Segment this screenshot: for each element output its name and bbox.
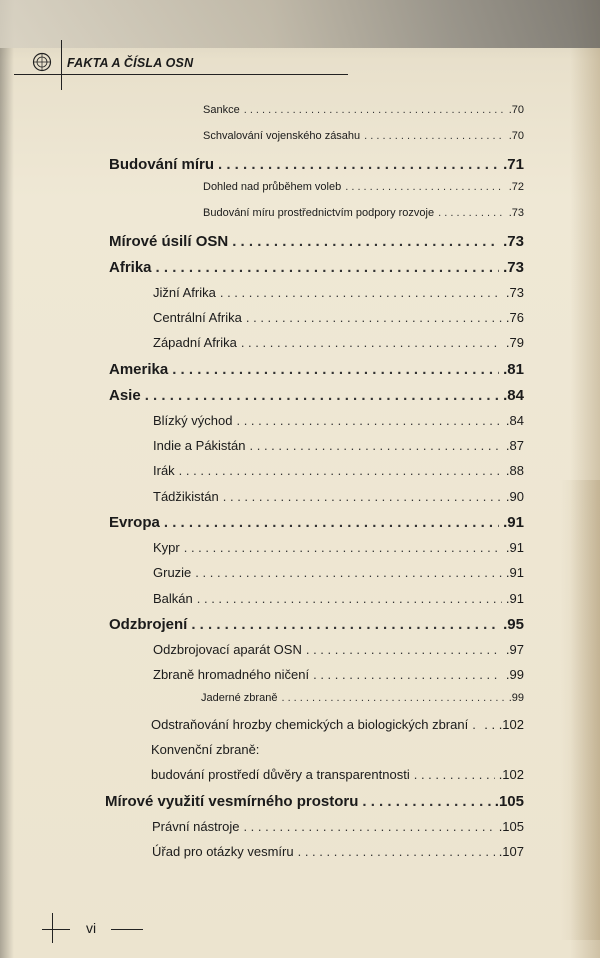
toc-entry-page: .102 — [498, 767, 524, 782]
toc-entry-page: .95 — [503, 616, 524, 633]
toc-entry — [151, 767, 524, 782]
toc-leader-dots — [156, 259, 500, 276]
toc-leader-dots — [197, 591, 502, 606]
toc-entry — [152, 819, 524, 834]
toc-leader-dots — [244, 104, 505, 116]
toc-leader-dots — [345, 181, 504, 193]
footer-crop-mark-horizontal — [42, 929, 70, 930]
toc-entry — [203, 207, 524, 219]
toc-leader-dots — [191, 616, 499, 633]
toc-entry — [109, 514, 524, 531]
toc-entry-label: Tádžikistán — [153, 489, 219, 504]
toc-leader-dots — [243, 819, 494, 834]
toc-entry — [153, 489, 524, 504]
toc-entry-page: .107 — [498, 844, 524, 859]
toc-leader-dots — [164, 514, 499, 531]
toc-entry-page: .84 — [505, 413, 524, 428]
toc-entry-page: .71 — [503, 156, 524, 173]
toc-entry-page: .73 — [505, 285, 524, 300]
toc-entry-page: .91 — [505, 565, 524, 580]
toc-entry-page: .99 — [508, 692, 524, 704]
toc-entry — [203, 104, 524, 116]
toc-entry — [105, 793, 524, 810]
toc-entry-label: Irák — [153, 463, 175, 478]
toc-entry-page: .105 — [494, 793, 524, 810]
toc-entry-label: Budování míru — [109, 156, 215, 173]
toc-entry — [151, 717, 524, 732]
toc-leader-dots — [145, 387, 499, 404]
toc-entry-label: Konvenční zbraně: — [151, 742, 260, 757]
toc-leader-dots — [414, 767, 495, 782]
toc-entry-label: Budování míru prostřednictvím podpory rozvoje — [203, 207, 435, 219]
toc-leader-dots — [184, 540, 502, 555]
toc-entry — [153, 540, 524, 555]
toc-leader-dots — [313, 667, 502, 682]
toc-leader-dots — [232, 233, 499, 250]
toc-entry-label: Asie — [109, 387, 141, 404]
scan-shadow-band — [0, 0, 600, 48]
toc-entry — [153, 565, 524, 580]
toc-entry — [201, 692, 524, 704]
toc-leader-dots — [236, 413, 501, 428]
toc-entry-page: .88 — [505, 463, 524, 478]
toc-entry-label: Indie a Pákistán — [153, 438, 246, 453]
toc-entry-label: Jižní Afrika — [153, 285, 216, 300]
toc-entry-page: .70 — [508, 130, 524, 142]
toc-entry — [203, 181, 524, 193]
toc-entry-page: .73 — [503, 233, 524, 250]
toc-entry-label: Odzbrojovací aparát OSN — [153, 642, 302, 657]
toc-entry — [153, 591, 524, 606]
header-rule — [14, 74, 348, 75]
toc-leader-dots — [250, 438, 502, 453]
toc-entry-label: Mírové využití vesmírného prostoru — [105, 793, 359, 810]
toc-leader-dots — [472, 717, 480, 732]
toc-entry — [152, 844, 524, 859]
toc-leader-dots — [218, 156, 499, 173]
toc-entry-label: Blízký východ — [153, 413, 233, 428]
toc-entry — [203, 130, 524, 142]
toc-entry-page: .76 — [505, 310, 524, 325]
toc-leader-dots — [306, 642, 502, 657]
toc-entry — [109, 616, 524, 633]
toc-entry — [153, 667, 524, 682]
toc-entry-label: Amerika — [109, 361, 169, 378]
toc-leader-dots — [362, 793, 490, 810]
toc-entry — [109, 156, 524, 173]
toc-leader-dots — [438, 207, 505, 219]
toc-entry-label: Jaderné zbraně — [201, 692, 278, 704]
toc-entry-label: Balkán — [153, 591, 193, 606]
toc-entry-page: .73 — [508, 207, 524, 219]
toc-entry — [153, 285, 524, 300]
toc-entry — [153, 413, 524, 428]
toc-entry-label: Kypr — [153, 540, 180, 555]
toc-entry-page: .70 — [508, 104, 524, 116]
toc-entry — [109, 233, 524, 250]
toc-leader-dots — [364, 130, 505, 142]
toc-leader-dots — [241, 335, 502, 350]
toc-entry-page: .87 — [505, 438, 524, 453]
toc-entry-page: .79 — [505, 335, 524, 350]
toc-entry-label: Sankce — [203, 104, 240, 116]
footer-rule — [111, 929, 143, 930]
toc-leader-dots — [195, 565, 502, 580]
toc-entry — [109, 259, 524, 276]
toc-leader-dots — [298, 844, 495, 859]
toc-entry-label: Dohled nad průběhem voleb — [203, 181, 342, 193]
toc-entry-label: Gruzie — [153, 565, 192, 580]
toc-entry — [109, 361, 524, 378]
toc-leader-dots — [223, 489, 502, 504]
toc-entry-page: .91 — [505, 591, 524, 606]
toc-leader-dots — [246, 310, 502, 325]
toc-entry-page: .84 — [503, 387, 524, 404]
toc-entry-label: Úřad pro otázky vesmíru — [152, 844, 294, 859]
toc-entry-label: Právní nástroje — [152, 819, 240, 834]
toc-entry-page: .91 — [503, 514, 524, 531]
toc-entry-label: budování prostředí důvěry a transparentnosti — [151, 767, 410, 782]
toc-entry — [153, 335, 524, 350]
page-number: vi — [86, 920, 97, 936]
toc-entry-label: Odzbrojení — [109, 616, 188, 633]
toc-entry-page: .73 — [503, 259, 524, 276]
un-emblem-icon — [32, 52, 52, 72]
toc-entry — [109, 387, 524, 404]
toc-entry — [153, 310, 524, 325]
header-vertical-rule — [61, 40, 62, 90]
toc-leader-dots — [172, 361, 499, 378]
toc-entry-label: Afrika — [109, 259, 152, 276]
toc-entry-label: Odstraňování hrozby chemických a biologických zbraní — [151, 717, 469, 732]
toc-entry-page: .91 — [505, 540, 524, 555]
toc-entry-label: Evropa — [109, 514, 160, 531]
toc-leader-dots — [281, 692, 504, 704]
toc-leader-dots — [179, 463, 502, 478]
toc-entry-page: .99 — [505, 667, 524, 682]
toc-entry-label: Zbraně hromadného ničení — [153, 667, 310, 682]
toc-entry — [153, 463, 524, 478]
toc-entry-page: . . .102 — [484, 717, 524, 732]
toc-entry-page: .105 — [498, 819, 524, 834]
toc-entry-label: Schvalování vojenského zásahu — [203, 130, 361, 142]
toc-entry-label: Mírové úsilí OSN — [109, 233, 229, 250]
header-title: FAKTA A ČÍSLA OSN — [67, 56, 194, 70]
toc-entry — [153, 642, 524, 657]
page-edge-stain — [560, 480, 600, 940]
footer-crop-mark — [52, 913, 53, 943]
toc-entry-page: .72 — [508, 181, 524, 193]
toc-entry — [151, 742, 259, 757]
toc-entry-page: .90 — [505, 489, 524, 504]
toc-entry-page: .97 — [505, 642, 524, 657]
toc-leader-dots — [220, 285, 502, 300]
toc-entry-label: Západní Afrika — [153, 335, 237, 350]
toc-entry — [153, 438, 524, 453]
toc-entry-label: Centrální Afrika — [153, 310, 242, 325]
toc-entry-page: .81 — [503, 361, 524, 378]
